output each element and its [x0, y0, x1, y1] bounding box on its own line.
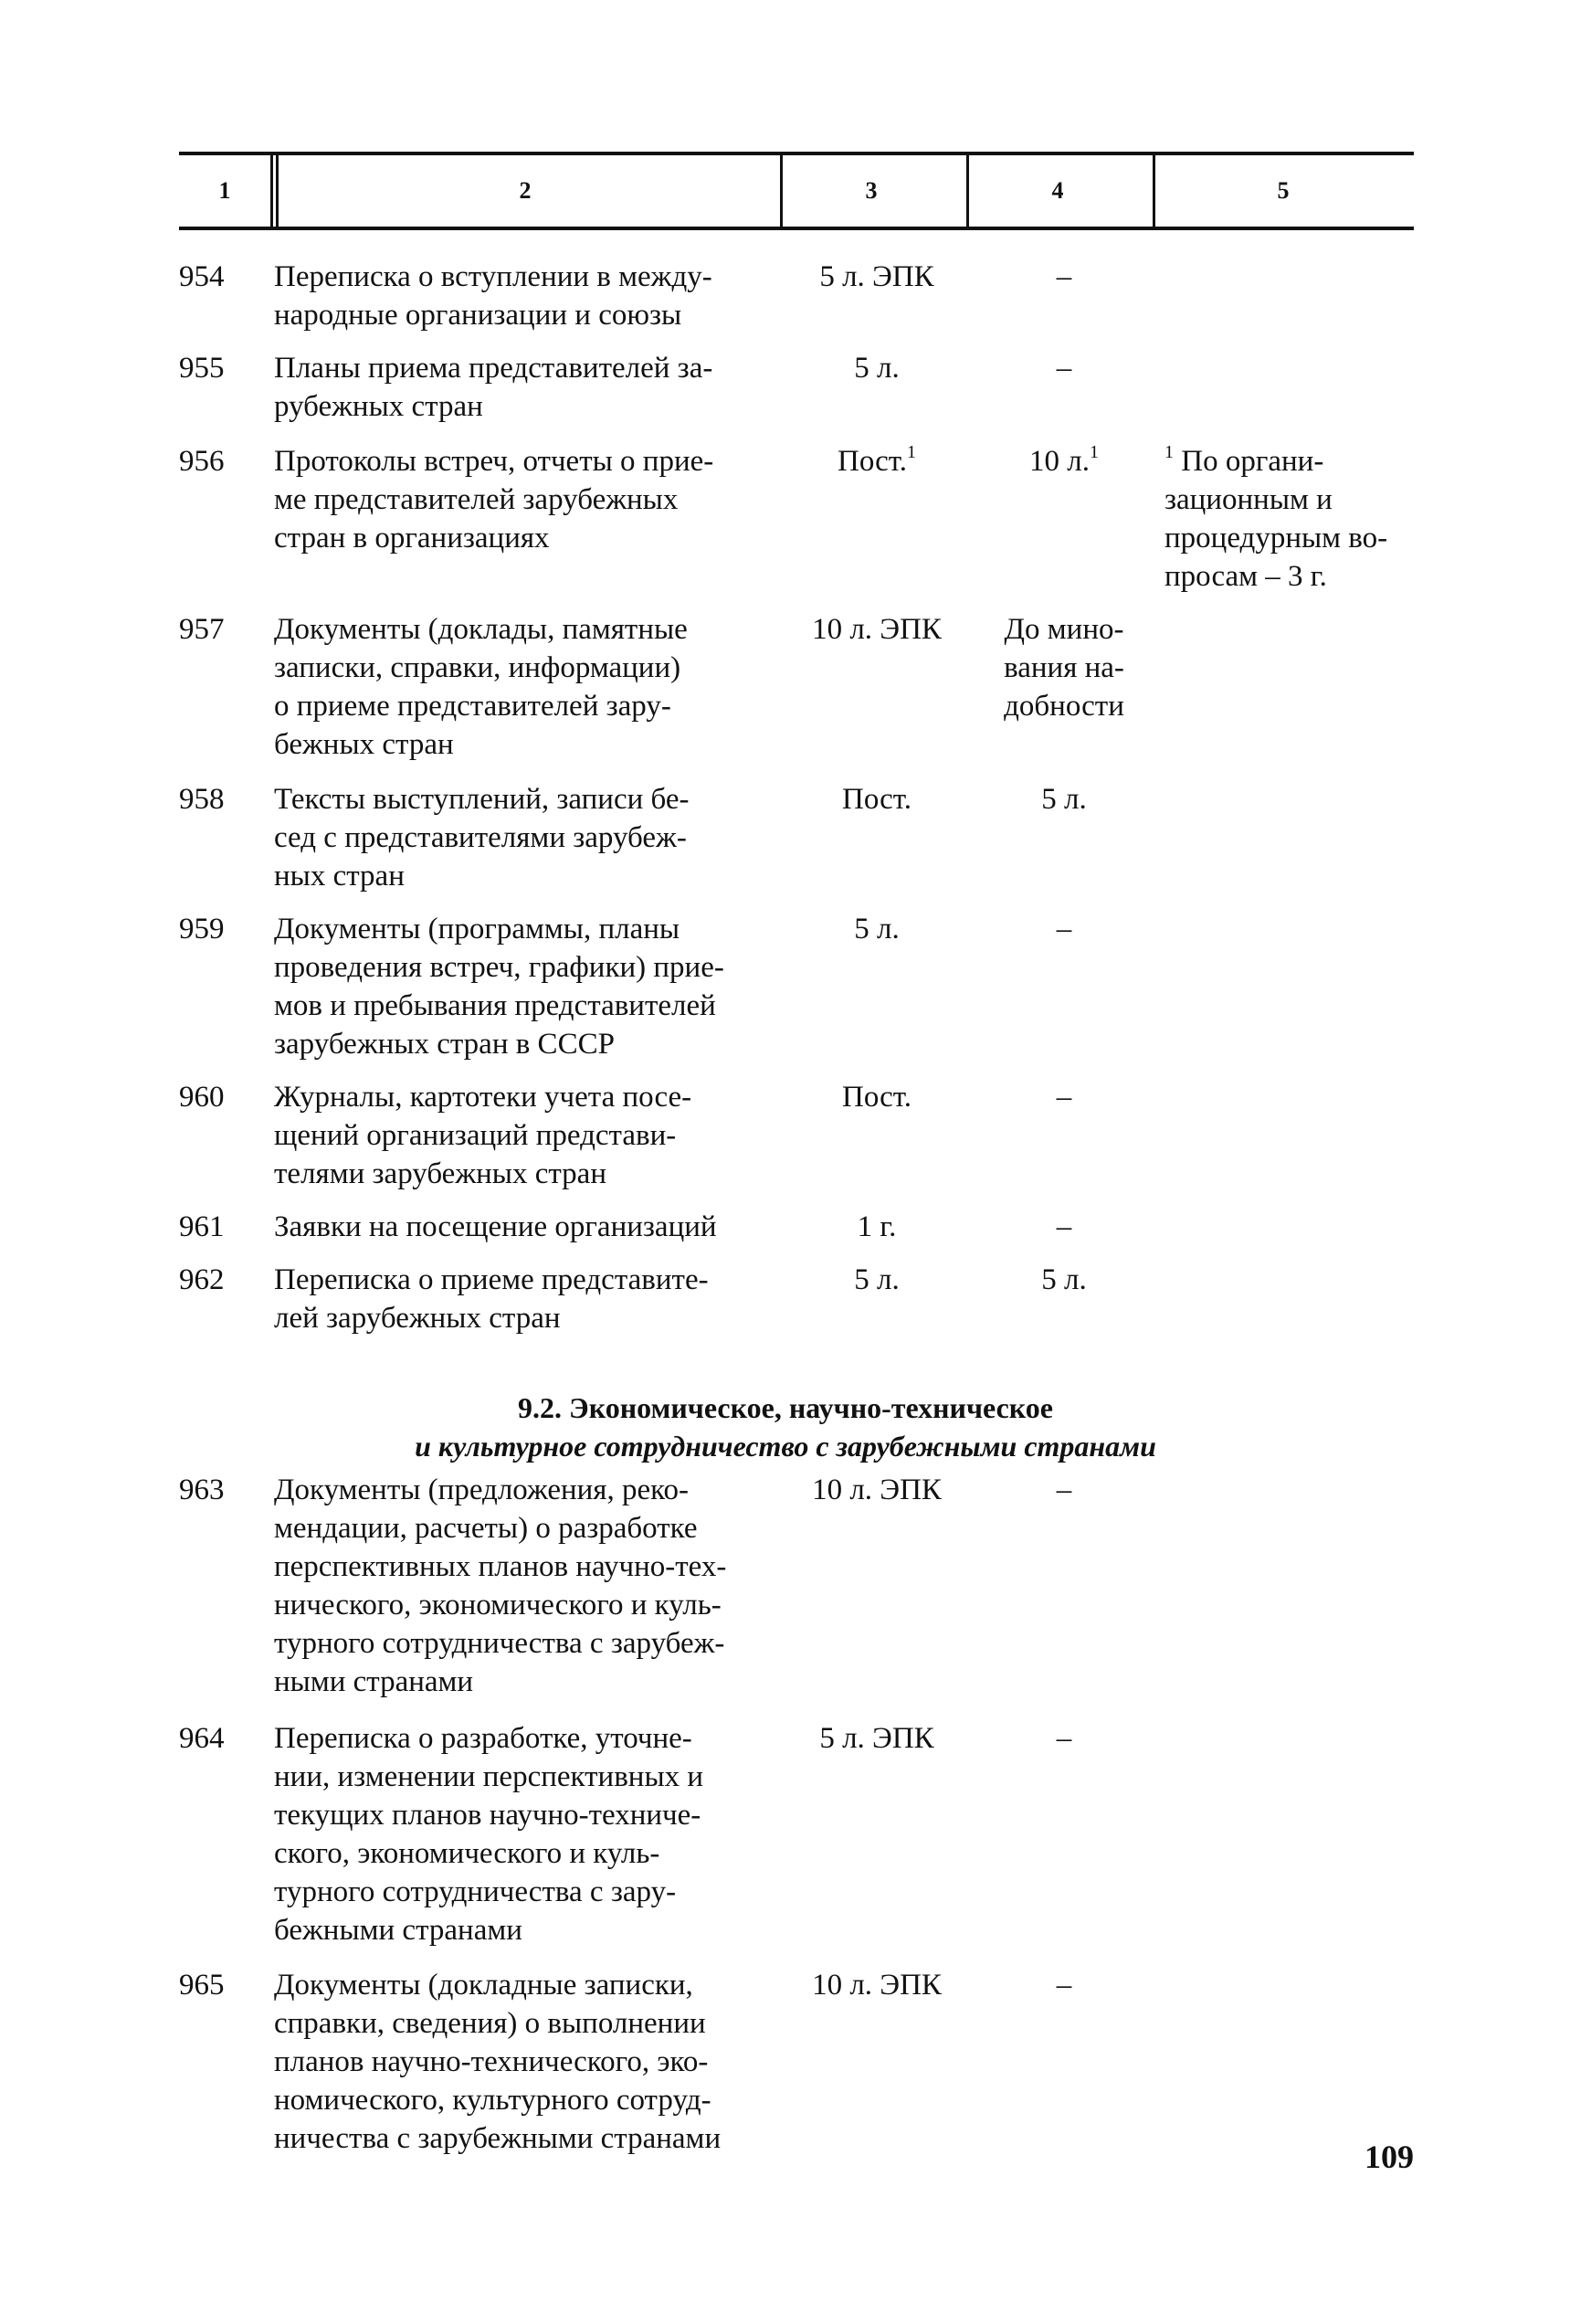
header-col-1: 1: [218, 177, 231, 204]
row-number: 965: [179, 1969, 225, 2002]
header-col-5: 5: [1277, 177, 1290, 204]
row-term2: 5 л.: [1041, 1263, 1087, 1296]
row-note: [1164, 442, 1411, 596]
row-term2: –: [1056, 1969, 1072, 2002]
header-divider: [270, 152, 273, 227]
row-term: 5 л. ЭПК: [819, 1722, 934, 1755]
row-term: 10 л. ЭПК: [812, 1474, 942, 1506]
row-number: 954: [179, 260, 225, 293]
row-number: 960: [179, 1081, 225, 1114]
row-number: 962: [179, 1263, 225, 1296]
row-term: 5 л.: [854, 352, 900, 385]
row-number: 964: [179, 1722, 225, 1755]
row-term: Пост.: [842, 1081, 911, 1114]
row-term: 10 л. ЭПК: [812, 613, 942, 646]
row-number: 957: [179, 613, 225, 646]
row-description: Переписка о приеме представите- лей зарубежных стран: [274, 1263, 709, 1335]
row-number: 963: [179, 1474, 225, 1506]
row-term2: –: [1056, 1474, 1072, 1506]
term2-text: 10 л.: [1029, 445, 1090, 478]
header-divider: [276, 152, 279, 227]
row-description: Документы (докладные записки, справки, сведения) о выполнении планов научно-технического, эко- номического, культурного сотруд- ничества с зарубежными странами: [274, 1969, 722, 2155]
row-description: Журналы, картотеки учета посе- щений организаций представи- телями зарубежных стран: [274, 1081, 692, 1190]
row-description: Переписка о разработке, уточне- нии, изменении перспективных и текущих планов научно-техниче- ского, экономического и куль- турного сотрудничества с зару- бежными странами: [274, 1722, 704, 1947]
header-col-4: 4: [1051, 177, 1064, 204]
footnote-mark: 1: [1089, 442, 1099, 462]
row-term: 1 г.: [857, 1210, 897, 1243]
row-description: Переписка о вступлении в между- народные организации и союзы: [274, 260, 712, 332]
term-text: Пост.: [838, 445, 907, 478]
section-title: [274, 1389, 1297, 1465]
section-title-line1: 9.2. Экономическое, научно-техническое: [517, 1391, 1053, 1424]
row-term2: –: [1056, 1210, 1072, 1243]
header-divider: [966, 152, 969, 227]
row-term2: –: [1056, 260, 1072, 293]
row-number: 961: [179, 1210, 225, 1243]
row-term: 10 л. ЭПК: [812, 1969, 942, 2002]
row-description: Заявки на посещение организаций: [274, 1210, 717, 1243]
row-number: 955: [179, 352, 225, 385]
row-term2: –: [1056, 1722, 1072, 1755]
row-term: 5 л.: [854, 1263, 900, 1296]
row-description: Документы (предложения, реко- мендации, расчеты) о разработке перспективных планов научно-тех- нического, экономического и куль- турного сотрудничества с зарубеж- ными странами: [274, 1474, 727, 1698]
header-col-2: 2: [519, 177, 532, 204]
row-number: 956: [179, 445, 225, 478]
row-number: 958: [179, 783, 225, 816]
footnote-mark: 1: [1164, 442, 1174, 462]
row-term2: –: [1056, 1081, 1072, 1114]
footnote-mark: 1: [907, 442, 916, 462]
header-divider: [780, 152, 783, 227]
header-col-3: 3: [865, 177, 878, 204]
row-description: Тексты выступлений, записи бе- сед с представителями зарубеж- ных стран: [274, 783, 690, 893]
row-term2: –: [1056, 913, 1072, 945]
header-divider: [1153, 152, 1155, 227]
row-term: Пост.: [842, 783, 911, 816]
table-header: [179, 152, 1414, 230]
row-term: 5 л. ЭПК: [819, 260, 934, 293]
section-title-line2: и культурное сотрудничество с зарубежными странами: [415, 1430, 1156, 1463]
row-description: Документы (программы, планы проведения встреч, графики) прие- мов и пребывания представителей зарубежных стран в СССР: [274, 913, 724, 1061]
row-term: 5 л.: [854, 913, 900, 945]
row-term: [785, 442, 968, 481]
row-term2: 5 л.: [1041, 783, 1087, 816]
row-term2: –: [1056, 352, 1072, 385]
row-number: 959: [179, 913, 225, 945]
row-description: Документы (доклады, памятные записки, справки, информации) о приеме представителей зару- бежных стран: [274, 613, 688, 761]
note-text: По органи- зационным и процедурным во- просам – 3 г.: [1164, 445, 1388, 593]
row-description: Планы приема представителей за- рубежных стран: [274, 352, 713, 423]
row-term2: До мино- вания на- добности: [1004, 613, 1124, 723]
page-number: 109: [1365, 2139, 1414, 2175]
row-term2: [973, 442, 1155, 481]
row-description: Протоколы встреч, отчеты о прие- ме представителей зарубежных стран в организациях: [274, 445, 714, 555]
